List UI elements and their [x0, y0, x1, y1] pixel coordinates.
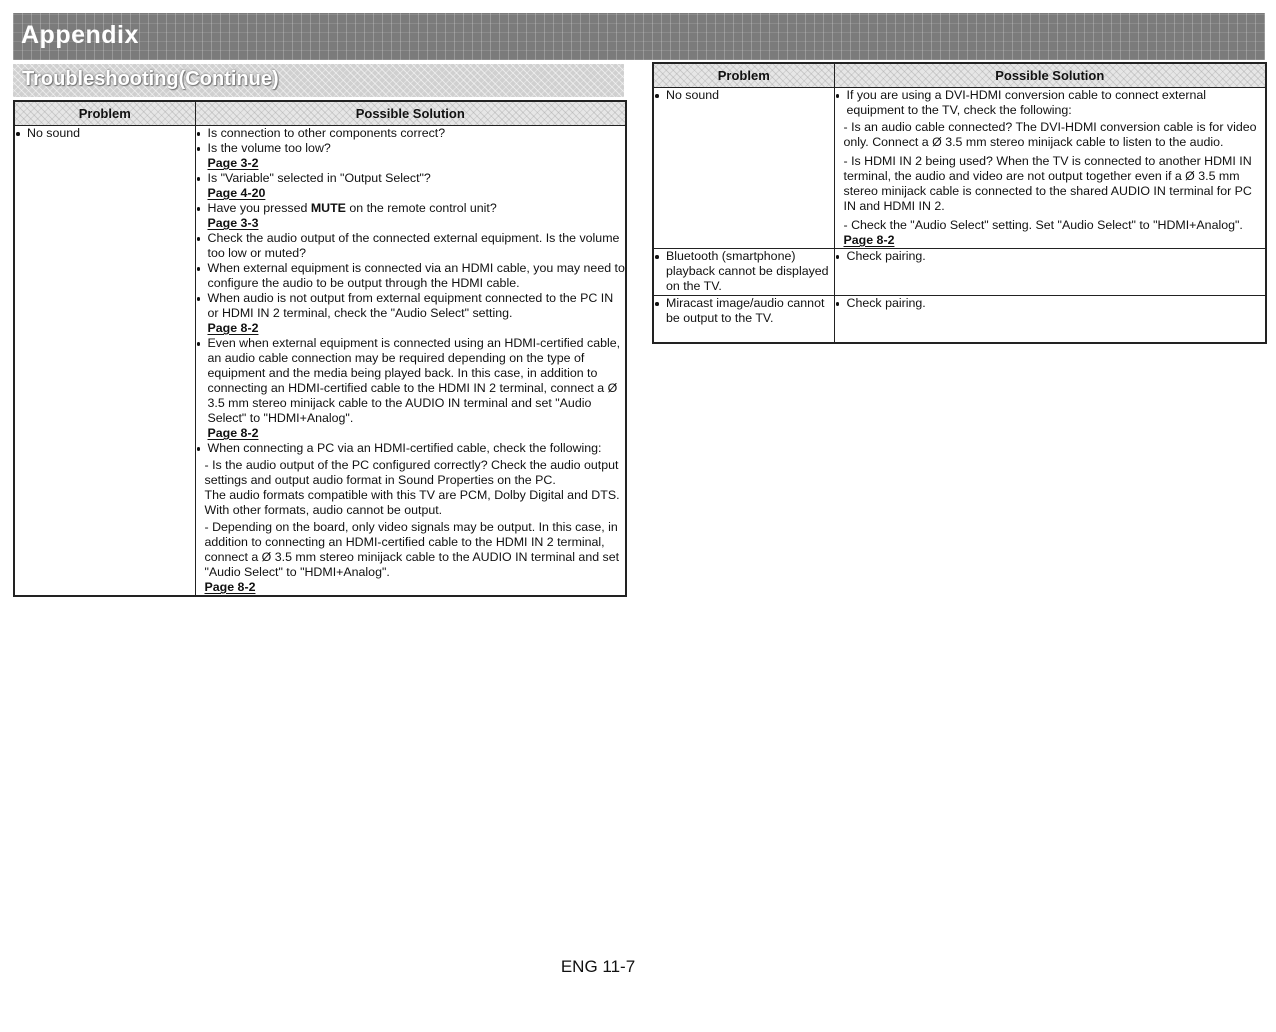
- section-title: Troubleshooting(Continue): [22, 68, 279, 90]
- page-footer: [0, 957, 1196, 977]
- solution-column-header: Possible Solution: [834, 63, 1266, 88]
- problem-cell: [653, 296, 834, 344]
- appendix-banner: [13, 13, 1265, 60]
- problem-text: Miracast image/audio cannot be output to the TV.: [654, 296, 834, 326]
- sub-point: - Depending on the board, only video signals may be output. In this case, in addition to connecting an HDMI-certified cable to the HDMI IN 2 terminal, connect a Ø 3.5 mm stereo minijack cable to the AUDIO IN terminal and set "Audio Select" to "HDMI+Analog".: [204, 520, 620, 579]
- sub-point: - Is HDMI IN 2 being used? When the TV is connected to another HDMI IN terminal, the audio and video are not output together even if a Ø 3.5 mm stereo minijack cable is connected to the shared AUDIO IN terminal for PC IN and HDMI IN 2.: [843, 154, 1252, 213]
- sub-point-note: The audio formats compatible with this TV are PCM, Dolby Digital and DTS. With other formats, audio cannot be output.: [204, 488, 620, 517]
- solution-item: Check pairing.: [835, 249, 1266, 264]
- problem-column-header: Problem: [14, 101, 195, 126]
- sub-point: - Check the "Audio Select" setting. Set "Audio Select" to "HDMI+Analog".: [843, 218, 1243, 232]
- sub-point: - Is an audio cable connected? The DVI-HDMI conversion cable is for video only. Connect a Ø 3.5 mm stereo minijack cable to listen to the audio.: [843, 120, 1257, 149]
- page-reference-link[interactable]: Page 8-2: [207, 426, 259, 440]
- problem-text: Bluetooth (smartphone) playback cannot be displayed on the TV.: [654, 249, 834, 294]
- troubleshooting-table-left: [13, 100, 627, 597]
- troubleshooting-table-right: [652, 62, 1267, 344]
- page-reference-link[interactable]: Page 4-20: [207, 186, 266, 200]
- page-reference-link[interactable]: Page 3-3: [207, 216, 259, 230]
- table-row: [653, 88, 1266, 249]
- solution-item: Even when external equipment is connected using an HDMI-certified cable, an audio cable connection may be required depending on the type of equipment and the media being played back. In this case, in addition to connecting an HDMI-certified cable to the HDMI IN 2 terminal, connect a Ø 3.5 mm stereo minijack cable to the AUDIO IN terminal and set "Audio Select" to "HDMI+Analog". Page 8-2: [196, 336, 626, 441]
- appendix-title: Appendix: [21, 21, 139, 49]
- solution-item: Is connection to other components correct?: [196, 126, 626, 141]
- mute-key-label: MUTE: [310, 201, 346, 215]
- solution-cell: [834, 296, 1266, 344]
- page-number: ENG 11-7: [560, 957, 636, 976]
- table-header-row: [653, 63, 1266, 88]
- problem-text: No sound: [654, 88, 834, 103]
- problem-cell: [653, 249, 834, 296]
- solution-item: When connecting a PC via an HDMI-certified cable, check the following:: [196, 441, 626, 456]
- table-row: [653, 249, 1266, 296]
- page-reference-link[interactable]: Page 8-2: [207, 321, 259, 335]
- solution-item: When audio is not output from external equipment connected to the PC IN or HDMI IN 2 terminal, check the "Audio Select" setting. Page 8-2: [196, 291, 626, 336]
- table-row: [14, 126, 626, 597]
- section-banner: [13, 64, 624, 97]
- solution-item: When external equipment is connected via an HDMI cable, you may need to configure the audio to be output through the HDMI cable.: [196, 261, 626, 291]
- solution-item: Is "Variable" selected in "Output Select"? Page 4-20: [196, 171, 626, 201]
- solution-item: Is the volume too low? Page 3-2: [196, 141, 626, 171]
- page-reference-link[interactable]: Page 8-2: [204, 580, 256, 594]
- table-header-row: [14, 101, 626, 126]
- solution-item: Have you pressed MUTE on the remote control unit? Page 3-3: [196, 201, 626, 231]
- solution-item: Check pairing.: [835, 296, 1266, 311]
- page-reference-link[interactable]: Page 8-2: [843, 233, 895, 247]
- table-row: [653, 296, 1266, 344]
- sub-point: - Is the audio output of the PC configured correctly? Check the audio output settings and output audio format in Sound Properties on the PC.: [204, 458, 619, 487]
- problem-cell: [653, 88, 834, 249]
- problem-text: No sound: [15, 126, 195, 141]
- solution-column-header: Possible Solution: [195, 101, 626, 126]
- problem-cell: [14, 126, 195, 597]
- problem-column-header: Problem: [653, 63, 834, 88]
- solution-cell: [195, 126, 626, 597]
- page-reference-link[interactable]: Page 3-2: [207, 156, 259, 170]
- solution-item: Check the audio output of the connected external equipment. Is the volume too low or muted?: [196, 231, 626, 261]
- solution-cell: [834, 249, 1266, 296]
- solution-item: If you are using a DVI-HDMI conversion cable to connect external equipment to the TV, check the following:: [835, 88, 1266, 118]
- solution-cell: [834, 88, 1266, 249]
